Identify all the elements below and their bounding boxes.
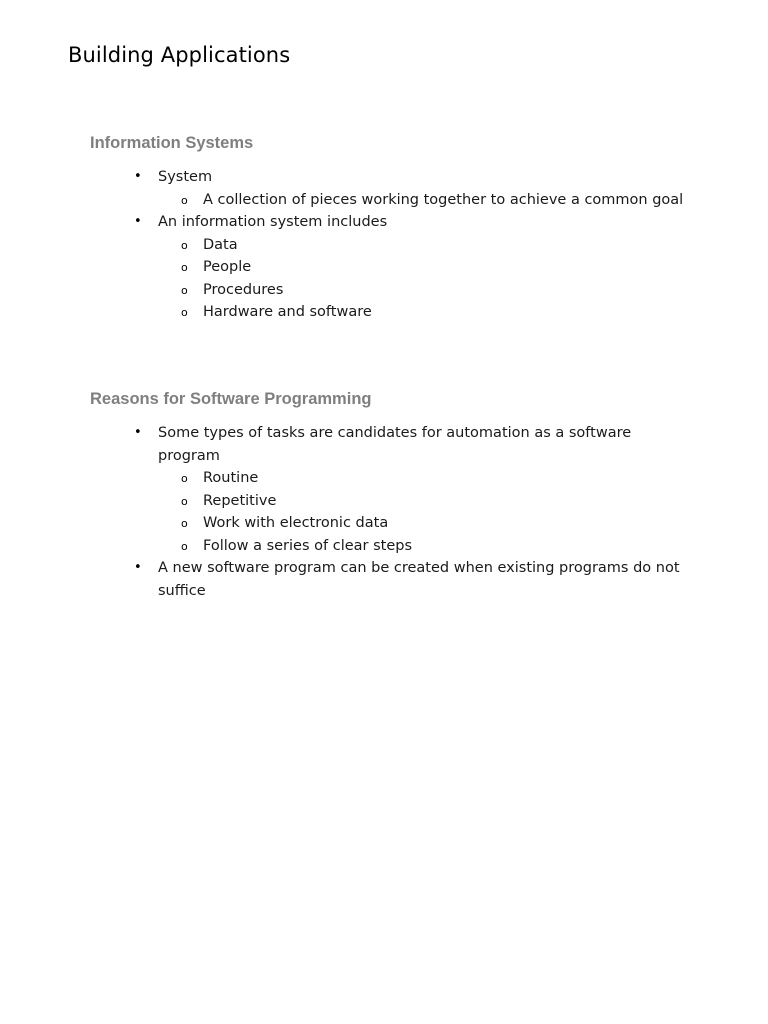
bullet-icon: •	[134, 560, 142, 575]
sub-list-item	[158, 467, 690, 490]
bullet-icon: •	[134, 425, 142, 440]
sub-list-item	[158, 512, 690, 535]
sub-bullet-icon: o	[181, 517, 188, 530]
sub-bullet-icon: o	[181, 494, 188, 508]
section-heading: Information Systems	[90, 134, 254, 152]
list-item-text: System	[158, 169, 213, 185]
sub-list-item-text: Procedures	[203, 281, 284, 298]
section-reasons-for-software-programming	[90, 388, 690, 602]
sub-list-item	[158, 301, 690, 324]
sub-bullet-icon: o	[181, 261, 188, 274]
sub-bullet-icon: o	[181, 238, 188, 252]
sub-list	[158, 467, 690, 557]
sub-bullet-icon: o	[181, 472, 188, 485]
sub-list-item-text: Hardware and software	[203, 304, 372, 320]
sub-bullet-icon: o	[181, 193, 188, 207]
section-information-systems	[90, 132, 690, 324]
sub-bullet-icon: o	[181, 283, 188, 297]
bullet-list	[90, 422, 690, 602]
sub-list-item-text: People	[203, 259, 252, 275]
bullet-icon: •	[134, 214, 142, 229]
sub-list-item	[158, 234, 690, 257]
list-item	[90, 557, 690, 602]
bullet-icon: •	[134, 169, 142, 184]
sub-list-item	[158, 256, 690, 279]
list-item-text: Some types of tasks are candidates for automation as a software program	[158, 425, 632, 464]
sub-bullet-icon: o	[181, 539, 188, 553]
sub-list-item-text: Routine	[203, 470, 259, 486]
bullet-list	[90, 166, 690, 324]
sub-list-item-text: Repetitive	[203, 492, 277, 509]
sub-list-item-text: A collection of pieces working together to achieve a common goal	[203, 191, 684, 208]
document-title: Building Applications	[68, 43, 291, 67]
sub-list-item-text: Work with electronic data	[203, 515, 389, 531]
section-heading: Reasons for Software Programming	[90, 390, 372, 408]
sub-bullet-icon: o	[181, 306, 188, 319]
list-item-text: A new software program can be created when existing programs do not suffice	[158, 560, 680, 599]
list-item	[90, 166, 690, 211]
sub-list-item-text: Data	[203, 236, 238, 253]
sub-list-item	[158, 189, 690, 212]
list-item	[90, 422, 690, 557]
sub-list	[158, 234, 690, 324]
sub-list-item-text: Follow a series of clear steps	[203, 537, 413, 554]
list-item	[90, 211, 690, 324]
sub-list-item	[158, 279, 690, 302]
list-item-text: An information system includes	[158, 214, 388, 230]
sub-list-item	[158, 490, 690, 513]
sub-list	[158, 189, 690, 212]
sub-list-item	[158, 535, 690, 558]
